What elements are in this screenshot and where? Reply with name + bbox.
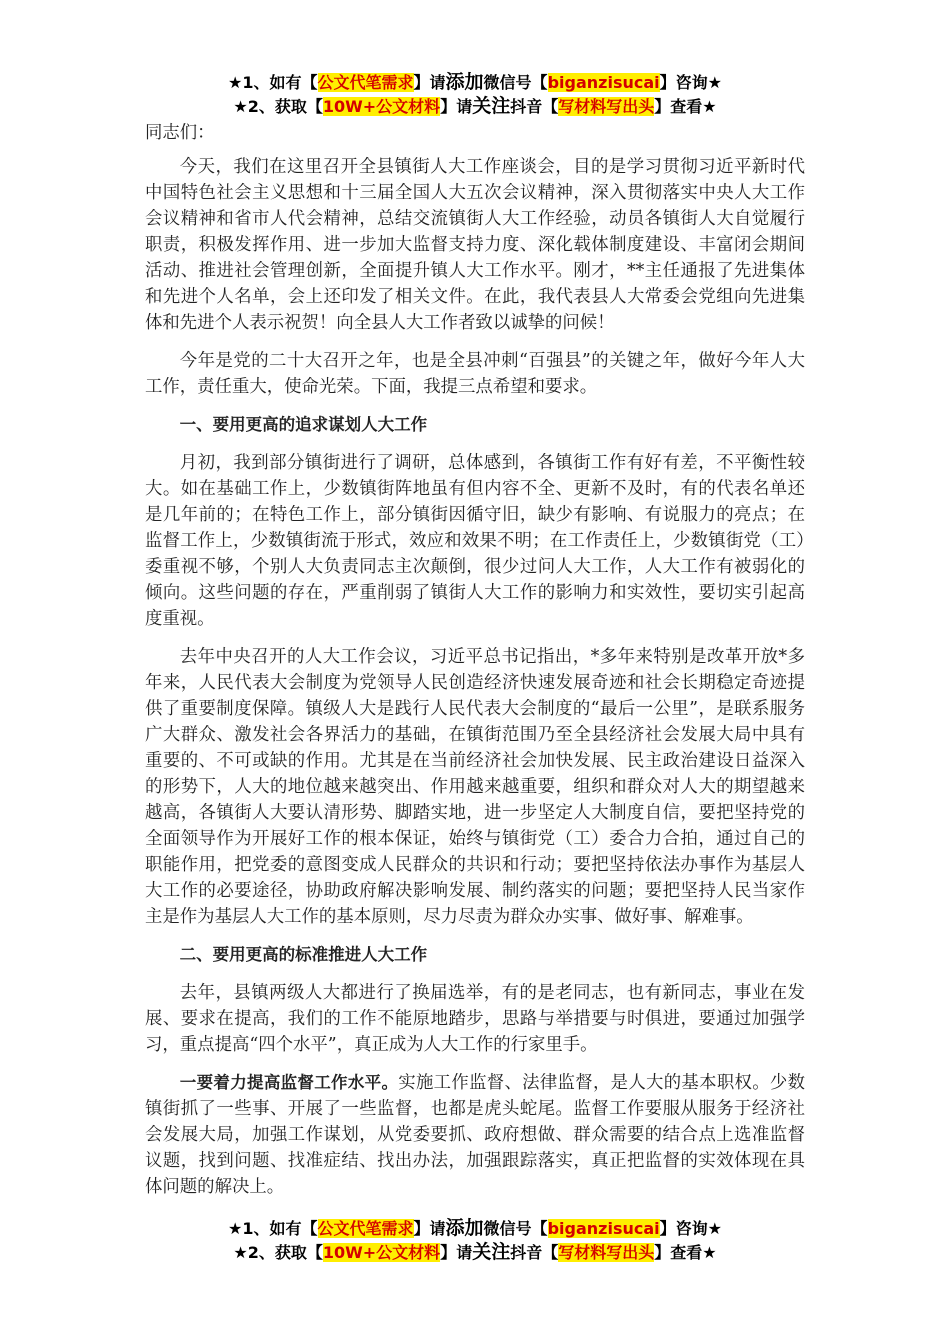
top-banner-line-2 <box>0 94 950 119</box>
banner-text: 】咨询★ <box>659 1219 722 1238</box>
banner-text: 】请 <box>413 1219 446 1238</box>
top-banner-line-1 <box>0 70 950 95</box>
banner-text: ★2、获取【 <box>233 1243 323 1262</box>
paragraph-survey: 月初，我到部分镇街进行了调研，总体感到，各镇街工作有好有差，不平衡性较大。如在基础工作上，少数镇街阵地虽有但内容不全、更新不及时，有的代表名单还是几年前的；在特色工作上，部分镇街因循守旧，缺少有影响、有说服力的亮点；在监督工作上，少数镇街流于形式，效应和效果不明；在工作责任上，少数镇街党（工）委重视不够，个别人大负责同志主次颠倒，很少过问人大工作，人大工作有被弱化的倾向。这些问题的存在，严重削弱了镇街人大工作的影响力和实效性，要切实引起高度重视。 <box>145 453 805 629</box>
banner-highlight: 公文代笔需求 <box>317 73 414 92</box>
banner-highlight: 写材料写出头 <box>558 97 655 116</box>
banner-text: ★1、如有【 <box>228 73 318 92</box>
banner-emphasis: 添加 <box>445 71 484 93</box>
banner-highlight: biganzisucai <box>547 1219 660 1238</box>
banner-emphasis: 关注 <box>472 1241 511 1263</box>
banner-text: 微信号【 <box>483 73 548 92</box>
banner-highlight: 10W+公文材料 <box>322 97 441 116</box>
paragraph-election: 去年，县镇两级人大都进行了换届选举，有的是老同志，也有新同志，事业在发展、要求在提高，我们的工作不能原地踏步，思路与举措要与时俱进，要通过加强学习，重点提高“四个水平”，真正成为人大工作的行家里手。 <box>145 983 805 1055</box>
banner-text: 抖音【 <box>510 1243 559 1262</box>
paragraph-lead: 一要着力提高监督工作水平。 <box>179 1073 399 1092</box>
banner-highlight: 公文代笔需求 <box>317 1219 414 1238</box>
paragraph-central-meeting: 去年中央召开的人大工作会议，习近平总书记指出，*多年来特别是改革开放*多年来，人民代表大会制度为党领导人民创造经济快速发展奇迹和社会长期稳定奇迹提供了重要制度保障。镇级人大是践行人民代表大会制度的“最后一公里”，是联系服务广大群众、激发社会各界活力的基础，在镇街范围乃至全县经济社会发展大局中具有重要的、不可或缺的作用。尤其是在当前经济社会加快发展、民主政治建设日益深入的形势下，人大的地位越来越突出、作用越来越重要，组织和群众对人大的期望越来越高，各镇街人大要认清形势、脚踏实地，进一步坚定人大制度自信，要把坚持党的全面领导作为开展好工作的根本保证，始终与镇街党（工）委合力合拍，通过自己的职能作用，把党委的意图变成人民群众的共识和行动；要把坚持依法办事作为基层人大工作的必要途径，协助政府解决影响发展、制约落实的问题；要把坚持人民当家作主是作为基层人大工作的基本原则，尽力尽责为群众办实事、做好事、解难事。 <box>145 647 805 927</box>
section-heading-2: 二、要用更高的标准推进人大工作 <box>179 945 428 964</box>
banner-text: 】咨询★ <box>659 73 722 92</box>
banner-highlight: 写材料写出头 <box>558 1243 655 1262</box>
salutation: 同志们： <box>145 123 215 143</box>
banner-text: ★2、获取【 <box>233 97 323 116</box>
banner-text: 】查看★ <box>654 1243 717 1262</box>
banner-text: ★1、如有【 <box>228 1219 318 1238</box>
bottom-banner-line-1 <box>0 1216 950 1241</box>
banner-text: 微信号【 <box>483 1219 548 1238</box>
banner-highlight: biganzisucai <box>547 73 660 92</box>
banner-highlight: 10W+公文材料 <box>322 1243 441 1262</box>
banner-text: 】请 <box>440 97 473 116</box>
paragraph-text: 实施工作监督、法律监督，是人大的基本职权。少数镇街抓了一些事、开展了一些监督，也都是虎头蛇尾。监督工作要服从服务于经济社会发展大局，加强工作谋划，从党委要抓、政府想做、群众需要的结合点上选准监督议题，找到问题、找准症结、找出办法，加强跟踪落实，真正把监督的实效体现在具体问题的解决上。 <box>145 1073 805 1197</box>
paragraph-intro: 今年是党的二十大召开之年，也是全县冲刺“百强县”的关键之年，做好今年人大工作，责任重大，使命光荣。下面，我提三点希望和要求。 <box>145 351 805 397</box>
banner-text: 】请 <box>440 1243 473 1262</box>
banner-emphasis: 关注 <box>472 95 511 117</box>
bottom-banner-line-2 <box>0 1240 950 1265</box>
section-heading-1: 一、要用更高的追求谋划人大工作 <box>179 415 428 434</box>
document-body <box>145 120 805 1212</box>
paragraph-supervision <box>145 1070 805 1200</box>
banner-emphasis: 添加 <box>445 1217 484 1239</box>
banner-text: 抖音【 <box>510 97 559 116</box>
paragraph-opening: 今天，我们在这里召开全县镇街人大工作座谈会，目的是学习贯彻习近平新时代中国特色社会主义思想和十三届全国人大五次会议精神，深入贯彻落实中央人大工作会议精神和省市人代会精神，总结交流镇街人大工作经验，动员各镇街人大自觉履行职责，积极发挥作用、进一步加大监督支持力度、深化载体制度建设、丰富闭会期间活动、推进社会管理创新，全面提升镇人大工作水平。刚才，**主任通报了先进集体和先进个人名单，会上还印发了相关文件。在此，我代表县人大常委会党组向先进集体和先进个人表示祝贺！向全县人大工作者致以诚挚的问候！ <box>145 157 805 333</box>
banner-text: 】查看★ <box>654 97 717 116</box>
banner-text: 】请 <box>413 73 446 92</box>
